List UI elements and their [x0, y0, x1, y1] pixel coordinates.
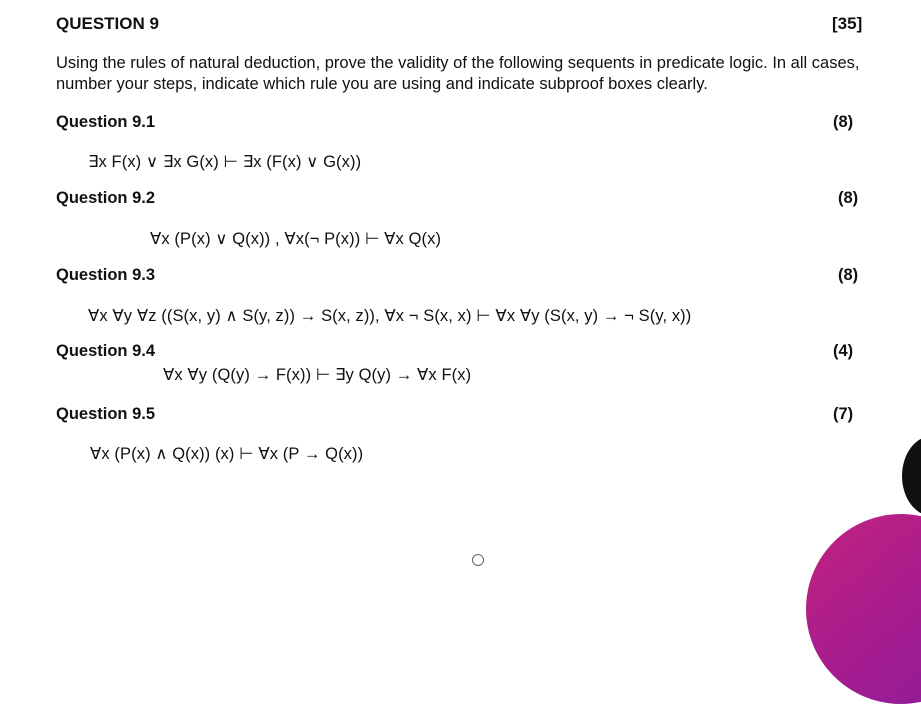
question-9-4-marks: (4) [833, 342, 854, 360]
question-9-5-sequent: ∀x (P(x) ∧ Q(x)) (x) ⊢ ∀x (P → Q(x)) [90, 445, 364, 463]
decorative-dark-shape [902, 436, 921, 516]
question-9-3-sequent: ∀x ∀y ∀z ((S(x, y) ∧ S(y, z)) → S(x, z)), ∀x ¬ S(x, x) ⊢ ∀x ∀y (S(x, y) → ¬ S(y, x)) [88, 307, 692, 325]
question-title: QUESTION 9 [56, 14, 159, 33]
question-9-5-label: Question 9.5 [56, 405, 156, 423]
question-9-4-label: Question 9.4 [56, 342, 156, 360]
question-9-5-marks: (7) [833, 405, 854, 423]
question-9-2-label: Question 9.2 [56, 189, 156, 207]
question-9-3-label: Question 9.3 [56, 266, 156, 284]
question-9-4-sequent: ∀x ∀y (Q(y) → F(x)) ⊢ ∃y Q(y) → ∀x F(x) [163, 366, 472, 384]
decorative-pink-shape [806, 514, 921, 704]
instructions-text: Using the rules of natural deduction, prove the validity of the following sequents in predicate logic. In all cases, number your steps, indicate which rule you are using and indicate subproof boxes clearly. [56, 54, 860, 93]
total-marks: [35] [832, 14, 863, 33]
question-9-2-marks: (8) [838, 189, 859, 207]
question-9-2-sequent: ∀x (P(x) ∨ Q(x)) , ∀x(¬ P(x)) ⊢ ∀x Q(x) [150, 230, 442, 248]
question-9-3-marks: (8) [838, 266, 859, 284]
question-9-1-label: Question 9.1 [56, 113, 156, 131]
question-9-1-marks: (8) [833, 113, 854, 131]
question-9-1-sequent: ∃x F(x) ∨ ∃x G(x) ⊢ ∃x (F(x) ∨ G(x)) [88, 153, 362, 171]
page-marker-icon [472, 554, 484, 566]
